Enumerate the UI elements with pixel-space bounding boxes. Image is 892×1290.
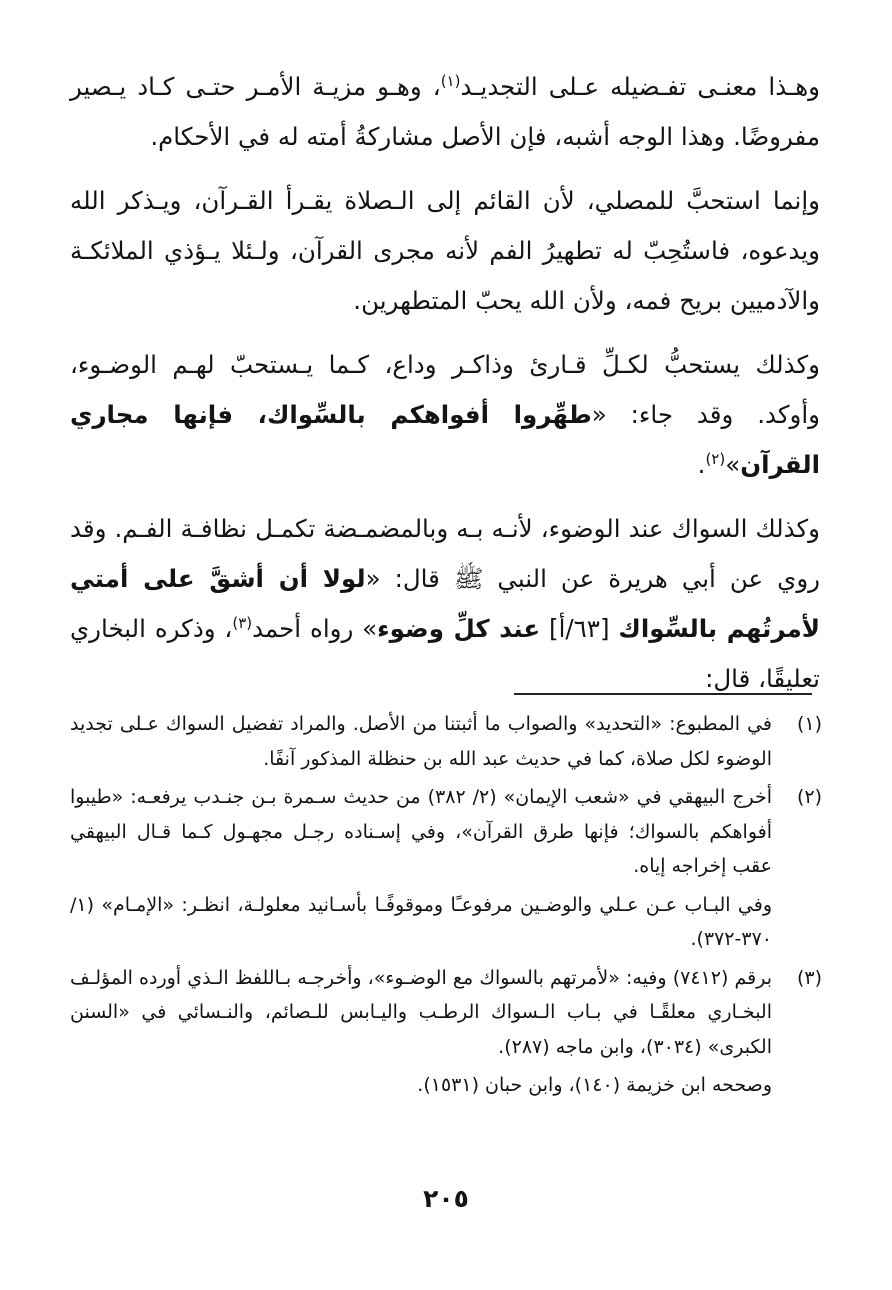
footnote-3 xyxy=(70,961,822,1103)
paragraph-4-text-a: وكذلك السواك عند الوضوء، لأنـه بـه وبالمضمـضة تكمـل نظافـة الفـم. وقد روي عن أبي هريرة عن النبي ﷺ قال: « xyxy=(70,514,820,593)
footnote-number: (١) xyxy=(796,713,822,735)
page-number: ٢٠٥ xyxy=(423,1184,469,1213)
paragraph-4 xyxy=(70,504,820,704)
manuscript-page-ref: [٦٣/أ] xyxy=(540,614,619,643)
paragraph-3 xyxy=(70,340,820,490)
footnote-number: (٢) xyxy=(796,786,822,808)
main-text xyxy=(70,62,820,704)
footnote-text: برقم (٧٤١٢) وفيه: «لأمرتهم بالسواك مع الوضـوء»، وأخرجـه بـاللفظ الـذي أورده المؤلـف البخـاري معلقًـا في بـاب الـسواك الرطـب واليـابس للـصائم، والنـسائي في «السنن الكبرى» (٣٠٣٤)، وابن ماجه (٢٨٧). xyxy=(70,966,772,1058)
paragraph-4-text-c: ، وذكره البخاري تعليقًا، قال: xyxy=(70,614,820,693)
paragraph-4-text-b: » رواه أحمد xyxy=(252,614,378,643)
paragraph-2: وإنما استحبَّ للمصلي، لأن القائم إلى الـصلاة يقـرأ القـرآن، ويـذكر الله ويدعوه، فاستُحِبّ له تطهيرُ الفم لأنه مجرى القرآن، ولـئلا يـؤذي الملائكـة والآدميين بريح فمه، ولأن الله يحبّ المتطهرين. xyxy=(70,186,820,315)
footnote-text-continued: وصححه ابن خزيمة (١٤٠)، وابن حبان (١٥٣١). xyxy=(417,1074,772,1096)
footnote-divider xyxy=(514,693,812,695)
hadith-quote-1: طهِّروا أفواهكم بالسِّواك، فإنها مجاري القرآن xyxy=(70,400,820,479)
footnote-ref-3[interactable]: (٣) xyxy=(232,614,253,632)
footnote-text: في المطبوع: «التحديد» والصواب ما أثبتنا من الأصل. والمراد تفضيل السواك عـلى تجديد الوضوء لكل صلاة، كما في حديث عبد الله بن حنظلة المذكور آنفًا. xyxy=(70,713,772,770)
footnote-text: أخرج البيهقي في «شعب الإيمان» (٢/ ٣٨٢) من حديث سـمرة بـن جنـدب يرفعـه: «طيبوا أفواهكم بالسواك؛ فإنها طرق القرآن»، وفي إسـناده رجـل مجهـول كـما قـال البيهقي عقب إخراجه إياه. xyxy=(70,786,772,877)
footnotes xyxy=(70,707,822,1103)
footnote-ref-2[interactable]: (٢) xyxy=(705,450,726,468)
paragraph-1 xyxy=(70,62,820,162)
paragraph-3-text-a: وكذلك يستحبُّ لكـلِّ قـارئ وذاكـر وداع، كـما يـستحبّ لهـم الوضـوء، وأوكد. وقد جاء: « xyxy=(70,350,820,429)
hadith-quote-2a: لولا أن أشقَّ على أمتي لأمرتُهم بالسِّواك xyxy=(70,564,820,643)
paragraph-3-text-b: » xyxy=(725,450,741,479)
footnote-text-continued: وفي البـاب عـن عـلي والوضـين مرفوعـًا وموقوفًـا بأسـانيد معلولـة، انظـر: «الإمـام» (١/ ٣٧٠-٣٧٢). xyxy=(70,893,772,950)
paragraph-1-text-a: وهـذا معنـى تفـضيله عـلى التجديـد xyxy=(460,72,820,101)
footnote-ref-1[interactable]: (١) xyxy=(440,72,461,90)
footnote-number: (٣) xyxy=(796,966,822,989)
footnote-2 xyxy=(70,780,822,957)
footnote-1 xyxy=(70,707,822,776)
paragraph-3-text-c: . xyxy=(697,450,706,479)
hadith-quote-2b: عند كلِّ وضوء xyxy=(377,614,541,643)
paragraph-1-text-b: ، وهـو مزيـة الأمـر حتـى كـاد يـصير مفروضًا. وهذا الوجه أشبه، فإن الأصل مشاركةُ أمته له في الأحكام. xyxy=(70,72,820,151)
